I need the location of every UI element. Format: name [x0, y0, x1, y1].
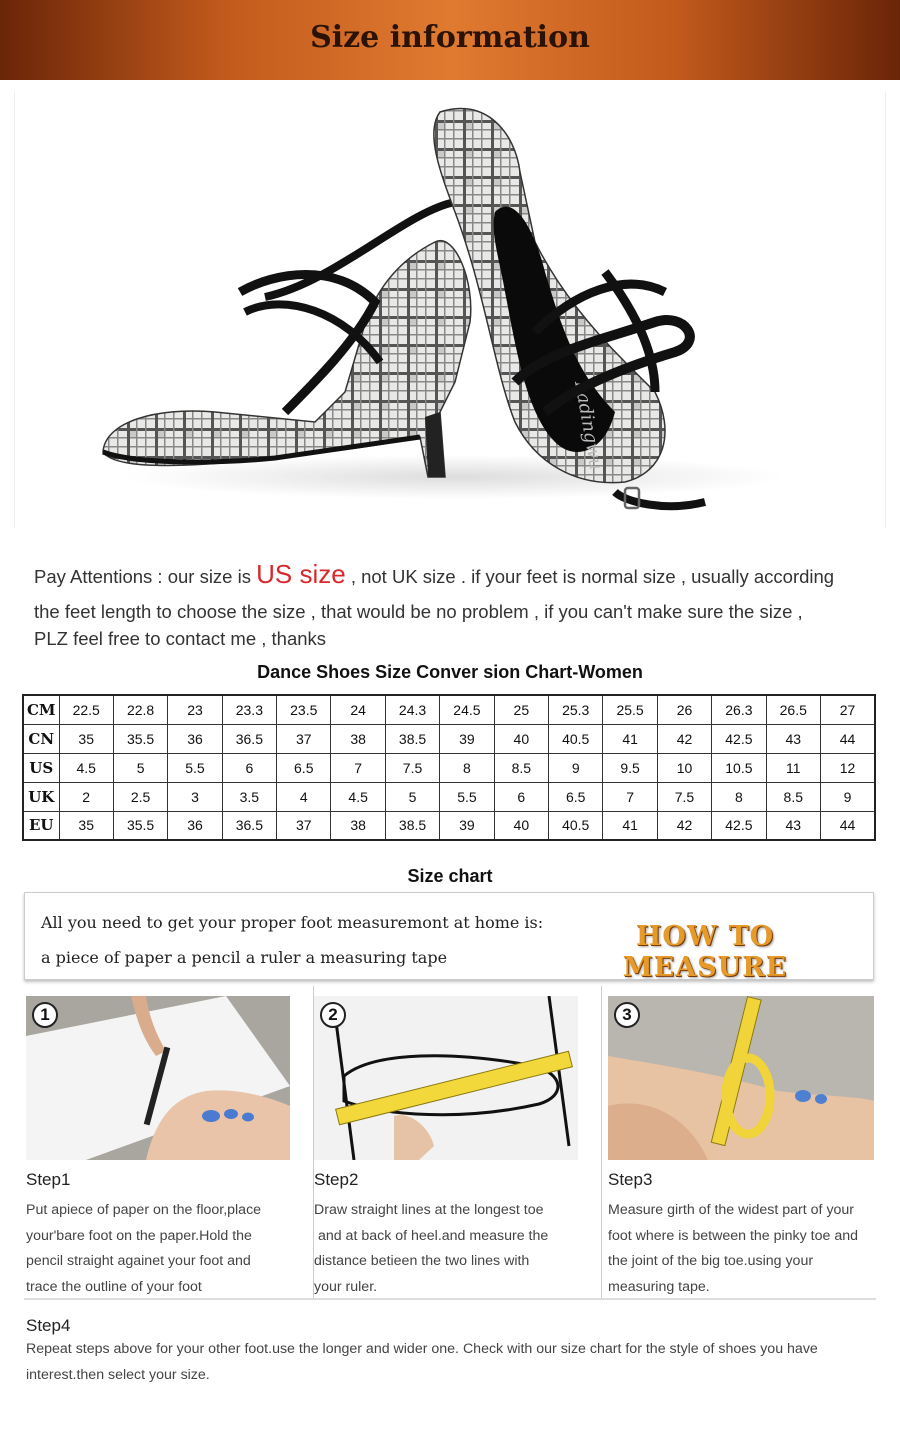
insole-brand: Ladingwu [570, 379, 607, 472]
step-2-line: Draw straight lines at the longest toe [314, 1202, 544, 1218]
step-1-line: trace the outline of your foot [26, 1278, 202, 1295]
row-label-uk: UK [23, 782, 59, 811]
step-4-title: Step4 [26, 1316, 71, 1335]
table-cell: 6 [494, 782, 548, 811]
table-cell: 23 [168, 695, 222, 724]
step-1-panel [24, 986, 314, 1298]
table-cell: 38.5 [385, 724, 439, 753]
step-2-line: and at back of heel.and measure the [314, 1227, 549, 1244]
table-cell: 24.5 [440, 695, 494, 724]
table-row [23, 811, 875, 840]
table-cell: 8 [440, 753, 494, 782]
step-1-description [26, 1198, 286, 1300]
table-cell: 38 [331, 724, 385, 753]
table-cell: 4.5 [331, 782, 385, 811]
banner-title: Size information [310, 20, 590, 55]
table-row [23, 695, 875, 724]
table-cell: 7.5 [385, 753, 439, 782]
table-cell: 22.8 [113, 695, 167, 724]
table-cell: 26.5 [766, 695, 820, 724]
table-cell: 41 [603, 724, 657, 753]
table-cell: 6 [222, 753, 276, 782]
table-cell: 44 [820, 724, 875, 753]
table-cell: 4.5 [59, 753, 113, 782]
step-2-line: distance betieen the two lines with [314, 1253, 530, 1269]
notice-prefix: Pay Attentions : our size is [34, 566, 257, 587]
table-cell: 40 [494, 724, 548, 753]
table-cell: 42 [657, 811, 711, 840]
table-cell: 40 [494, 811, 548, 840]
table-cell: 35 [59, 724, 113, 753]
step-1-line: Put apiece of paper on the floor,place [26, 1202, 262, 1218]
table-cell: 37 [277, 811, 331, 840]
measure-line1: All you need to get your proper foot measuremont at home is: [41, 913, 544, 932]
table-cell: 36.5 [222, 724, 276, 753]
table-cell: 35.5 [113, 724, 167, 753]
step-2-panel [312, 986, 602, 1298]
table-cell: 25.5 [603, 695, 657, 724]
table-cell: 37 [277, 724, 331, 753]
divider [24, 1298, 876, 1300]
notice-line2: the feet length to choose the size , that would be no problem , if you can't make sure the size , [34, 601, 803, 622]
row-label-cm: CM [23, 695, 59, 724]
table-cell: 41 [603, 811, 657, 840]
table-cell: 2 [59, 782, 113, 811]
table-row [23, 753, 875, 782]
us-size-highlight: US size [256, 559, 346, 589]
table-cell: 7 [603, 782, 657, 811]
step-1-line: pencil straight againet your foot and [26, 1253, 251, 1269]
step-3-image [608, 996, 874, 1160]
step-4-panel [26, 1316, 876, 1388]
table-cell: 9.5 [603, 753, 657, 782]
step-3-line: foot where is between the pinky toe and [608, 1227, 859, 1244]
row-label-us: US [23, 753, 59, 782]
table-cell: 38.5 [385, 811, 439, 840]
ruler-measuring-illustration [314, 996, 578, 1160]
step-2-image [314, 996, 578, 1160]
table-cell: 9 [549, 753, 603, 782]
table-cell: 8 [712, 782, 766, 811]
notice-line1: , not UK size . if your feet is normal size , usually according [345, 566, 835, 587]
step-1-image [26, 996, 290, 1160]
shoe-illustration [15, 92, 887, 528]
step-2-number-badge: 2 [320, 1002, 346, 1028]
table-row [23, 782, 875, 811]
foot-tracing-illustration [26, 996, 290, 1160]
table-cell: 6.5 [277, 753, 331, 782]
table-cell: 7.5 [657, 782, 711, 811]
size-notice [34, 556, 884, 653]
step-1-title: Step1 [26, 1170, 71, 1189]
table-cell: 22.5 [59, 695, 113, 724]
step-1-number-badge: 1 [32, 1002, 58, 1028]
table-cell: 3 [168, 782, 222, 811]
table-cell: 43 [766, 724, 820, 753]
table-cell: 40.5 [549, 724, 603, 753]
table-cell: 23.5 [277, 695, 331, 724]
size-conversion-table [22, 694, 876, 841]
table-cell: 10 [657, 753, 711, 782]
table-cell: 42.5 [712, 724, 766, 753]
table-cell: 2.5 [113, 782, 167, 811]
table-cell: 11 [766, 753, 820, 782]
step-4-line: interest.then select your size. [26, 1367, 210, 1383]
table-cell: 36 [168, 811, 222, 840]
how-to-measure-heading: HOW TO MEASURE [622, 921, 788, 983]
table-cell: 10.5 [712, 753, 766, 782]
table-cell: 6.5 [549, 782, 603, 811]
table-cell: 12 [820, 753, 875, 782]
table-cell: 42.5 [712, 811, 766, 840]
table-cell: 35.5 [113, 811, 167, 840]
table-cell: 24.3 [385, 695, 439, 724]
table-cell: 35 [59, 811, 113, 840]
notice-line3: PLZ feel free to contact me , thanks [34, 628, 327, 649]
step-4-line: Repeat steps above for your other foot.use the longer and wider one. Check with our size chart for the style of shoes you have [26, 1341, 818, 1357]
product-image [14, 92, 886, 528]
step-3-title: Step3 [608, 1170, 653, 1189]
measure-intro [41, 905, 543, 975]
table-cell: 26.3 [712, 695, 766, 724]
table-cell: 4 [277, 782, 331, 811]
table-cell: 43 [766, 811, 820, 840]
how-to-measure-box [24, 892, 874, 983]
row-label-eu: EU [23, 811, 59, 840]
row-label-cn: CN [23, 724, 59, 753]
table-cell: 38 [331, 811, 385, 840]
step-2-description [314, 1198, 574, 1300]
table-cell: 26 [657, 695, 711, 724]
table-cell: 40.5 [549, 811, 603, 840]
step-3-line: measuring tape. [608, 1278, 710, 1295]
table-cell: 23.3 [222, 695, 276, 724]
step-3-number-badge: 3 [614, 1002, 640, 1028]
tape-measure-illustration [608, 996, 874, 1160]
table-cell: 36.5 [222, 811, 276, 840]
table-cell: 9 [820, 782, 875, 811]
step-3-panel [606, 986, 896, 1298]
table-cell: 5.5 [440, 782, 494, 811]
measure-line2: a piece of paper a pencil a ruler a measuring tape [41, 948, 448, 967]
table-cell: 39 [440, 724, 494, 753]
table-cell: 8.5 [766, 782, 820, 811]
table-cell: 3.5 [222, 782, 276, 811]
table-cell: 5.5 [168, 753, 222, 782]
table-cell: 8.5 [494, 753, 548, 782]
table-cell: 24 [331, 695, 385, 724]
step-2-title: Step2 [314, 1170, 359, 1189]
table-cell: 25.3 [549, 695, 603, 724]
size-table-title: Dance Shoes Size Conver sion Chart-Women [257, 662, 643, 682]
table-cell: 5 [385, 782, 439, 811]
step-1-line: your'bare foot on the paper.Hold the [26, 1227, 252, 1244]
table-cell: 5 [113, 753, 167, 782]
table-cell: 36 [168, 724, 222, 753]
table-row [23, 724, 875, 753]
table-cell: 44 [820, 811, 875, 840]
table-cell: 25 [494, 695, 548, 724]
step-4-description [26, 1336, 856, 1388]
table-cell: 42 [657, 724, 711, 753]
table-cell: 39 [440, 811, 494, 840]
step-3-line: Measure girth of the widest part of your [608, 1202, 855, 1218]
step-3-description [608, 1198, 872, 1300]
table-cell: 7 [331, 753, 385, 782]
table-cell: 27 [820, 695, 875, 724]
size-chart-title: Size chart [407, 866, 493, 886]
step-3-line: the joint of the big toe.using your [608, 1253, 814, 1269]
step-2-line: your ruler. [314, 1278, 378, 1295]
